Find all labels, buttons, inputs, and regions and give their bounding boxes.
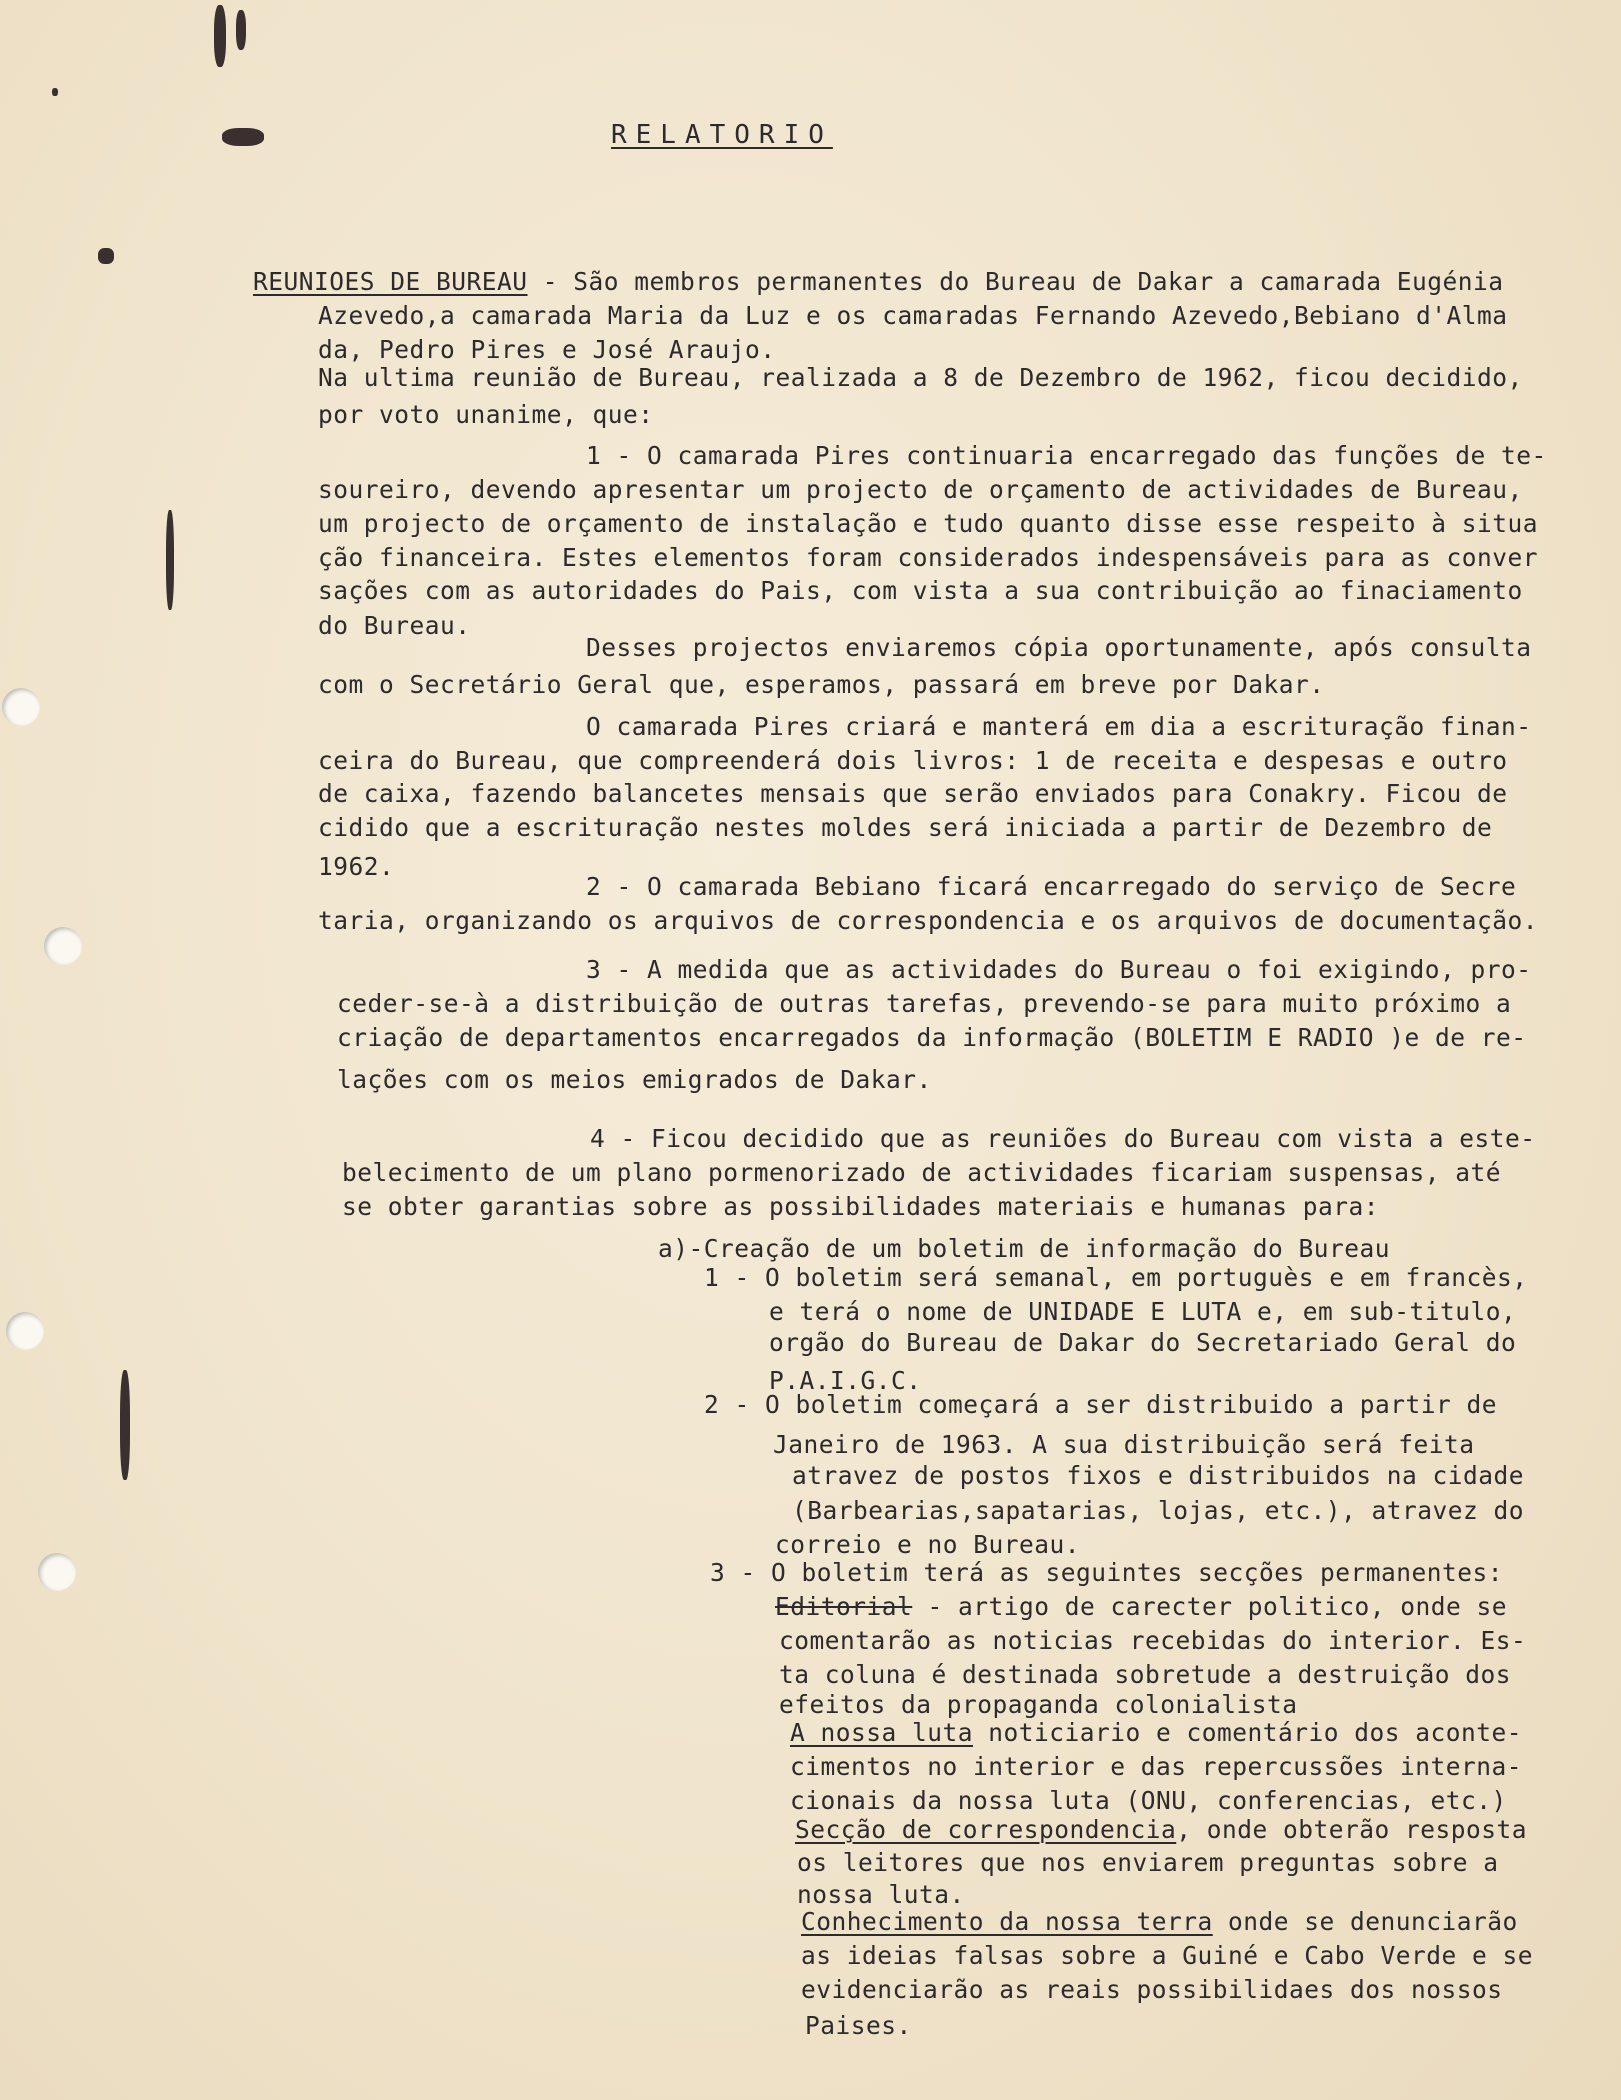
text-line: correio e no Bureau. — [775, 1530, 1081, 1559]
text-line: evidenciarão as reais possibilidaes dos nossos — [801, 1975, 1503, 2004]
text-line: 3 - A medida que as actividades do Bureau o foi exigindo, pro- — [586, 955, 1532, 984]
text-line: com o Secretário Geral que, esperamos, passará em breve por Dakar. — [318, 670, 1325, 699]
text-line: os leitores que nos enviarem preguntas sobre a — [797, 1848, 1499, 1877]
text-line: cionais da nossa luta (ONU, conferencias, etc.) — [790, 1786, 1507, 1815]
text-line: Editorial - artigo de carecter politico, onde se — [775, 1592, 1508, 1621]
text-line: REUNIOES DE BUREAU - São membros permanentes do Bureau de Dakar a camarada Eugénia — [253, 267, 1504, 296]
document-title: RELATORIO — [611, 120, 833, 150]
text-line: Desses projectos enviaremos cópia oportunamente, após consulta — [586, 633, 1532, 662]
section-name: Secção de correspondencia — [795, 1815, 1177, 1844]
ink-spot — [52, 88, 58, 96]
punch-hole — [44, 927, 82, 965]
text-line: de caixa, fazendo balancetes mensais que serão enviados para Conakry. Ficou de — [318, 779, 1508, 808]
text-line: 3 - O boletim terá as seguintes secções permanentes: — [710, 1558, 1504, 1587]
text-line: efeitos da propaganda colonialista — [779, 1690, 1298, 1719]
text-line: belecimento de um plano pormenorizado de actividades ficariam suspensas, até — [342, 1158, 1502, 1187]
text-line: as ideias falsas sobre a Guiné e Cabo Verde e se — [801, 1941, 1534, 1970]
text-line: orgão do Bureau de Dakar do Secretariado Geral do — [769, 1328, 1517, 1357]
text-line: do Bureau. — [318, 611, 471, 640]
text-line: 4 - Ficou decidido que as reuniões do Bureau com vista a este- — [590, 1124, 1536, 1153]
text-line: um projecto de orçamento de instalação e tudo quanto disse esse respeito à situa — [318, 509, 1539, 538]
staple-mark — [214, 5, 226, 67]
text-line: P.A.I.G.C. — [769, 1366, 922, 1395]
binding-tear — [166, 510, 174, 610]
punch-hole — [6, 1312, 44, 1350]
section-name: Editorial — [775, 1592, 913, 1621]
staple-mark — [222, 128, 264, 146]
binding-tear — [120, 1370, 130, 1480]
text-line: 1962. — [318, 852, 395, 881]
text-line: 1 - O camarada Pires continuaria encarregado das funções de te- — [586, 441, 1547, 470]
text-line: 1 - O boletim será semanal, em portuguès e em francès, — [704, 1263, 1528, 1292]
text-line: a)-Creação de um boletim de informação do Bureau — [658, 1234, 1391, 1263]
text-line: criação de departamentos encarregados da informação (BOLETIM E RADIO )e de re- — [337, 1023, 1527, 1052]
text-line: Na ultima reunião de Bureau, realizada a 8 de Dezembro de 1962, ficou decidido, — [318, 363, 1523, 392]
text-line: Janeiro de 1963. A sua distribuição será feita — [773, 1430, 1475, 1459]
punch-hole — [2, 688, 40, 726]
text-line: Azevedo,a camarada Maria da Luz e os camaradas Fernando Azevedo,Bebiano d'Alma — [318, 301, 1508, 330]
text-line: nossa luta. — [797, 1880, 965, 1909]
text-line: O camarada Pires criará e manterá em dia a escrituração finan- — [586, 712, 1532, 741]
text-line: Conhecimento da nossa terra onde se denunciarão — [801, 1907, 1518, 1936]
text-line: lações com os meios emigrados de Dakar. — [337, 1065, 932, 1094]
text-line: cidido que a escrituração nestes moldes será iniciada a partir de Dezembro de — [318, 813, 1493, 842]
text-line: cimentos no interior e das repercussões interna- — [790, 1752, 1523, 1781]
text-line: ta coluna é destinada sobretude a destruição dos — [779, 1660, 1512, 1689]
text-line: soureiro, devendo apresentar um projecto de orçamento de actividades de Bureau, — [318, 475, 1523, 504]
text-line: comentarão as noticias recebidas do interior. Es- — [779, 1626, 1527, 1655]
staple-mark — [236, 10, 246, 50]
text-line: por voto unanime, que: — [318, 400, 654, 429]
text-line: ção financeira. Estes elementos foram considerados indespensáveis para as conver — [318, 543, 1539, 572]
section-heading: REUNIOES DE BUREAU — [253, 267, 528, 296]
text-line: atravez de postos fixos e distribuidos na cidade — [792, 1461, 1525, 1490]
ink-spot — [98, 248, 114, 264]
text-line: Secção de correspondencia, onde obterão resposta — [795, 1815, 1528, 1844]
text-line: ceder-se-à a distribuição de outras tarefas, prevendo-se para muito próximo a — [337, 989, 1512, 1018]
text-line: Paises. — [805, 2011, 912, 2040]
section-name: Conhecimento da nossa terra — [801, 1907, 1213, 1936]
text-line: se obter garantias sobre as possibilidades materiais e humanas para: — [342, 1192, 1380, 1221]
text-line: 2 - O boletim começará a ser distribuido a partir de — [704, 1390, 1498, 1419]
text-line: (Barbearias,sapatarias, lojas, etc.), atravez do — [792, 1496, 1525, 1525]
text-line: ceira do Bureau, que compreenderá dois livros: 1 de receita e despesas e outro — [318, 746, 1508, 775]
punch-hole — [38, 1553, 76, 1591]
text-line: 2 - O camarada Bebiano ficará encarregado do serviço de Secre — [586, 872, 1517, 901]
text-line: e terá o nome de UNIDADE E LUTA e, em sub-titulo, — [769, 1297, 1517, 1326]
text-line: da, Pedro Pires e José Araujo. — [318, 335, 776, 364]
text-line: taria, organizando os arquivos de correspondencia e os arquivos de documentação. — [318, 906, 1539, 935]
section-name: A nossa luta — [790, 1718, 974, 1747]
text-line: A nossa luta noticiario e comentário dos aconte- — [790, 1718, 1523, 1747]
text-line: sações com as autoridades do Pais, com vista a sua contribuição ao finaciamento — [318, 576, 1523, 605]
